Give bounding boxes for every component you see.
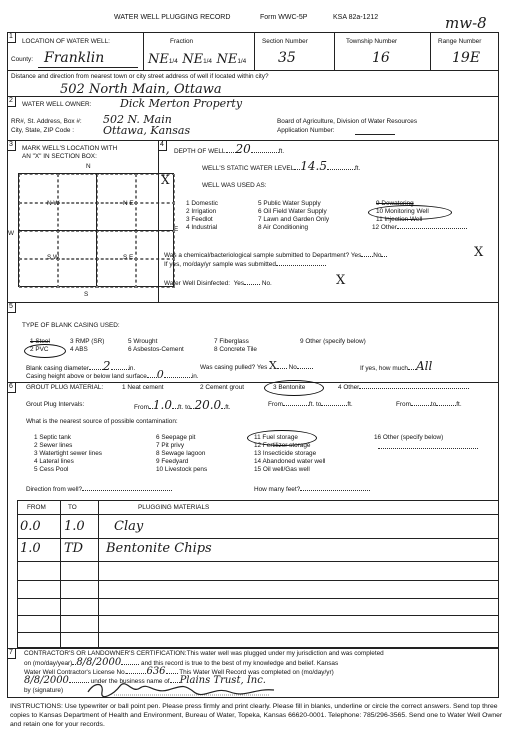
city-label: City, State, ZIP Code : <box>11 127 74 134</box>
source-15[interactable]: 15 Oil well/Gas well <box>254 466 310 473</box>
section-5-number: 5 <box>7 302 16 313</box>
grout-4-text: 4 Other <box>338 384 360 391</box>
casing-1[interactable]: 1 Steel <box>30 338 50 345</box>
source-4[interactable]: 4 Lateral lines <box>34 458 74 465</box>
grout-label: GROUT PLUG MATERIAL: <box>26 384 104 391</box>
source-8[interactable]: 8 Sewage lagoon <box>156 450 206 457</box>
fraction-label: Fraction <box>170 38 194 45</box>
disinfect-yes[interactable]: Yes <box>233 280 245 287</box>
interval-2-from-label: From <box>268 401 283 408</box>
interval-1-from-label: From <box>134 404 149 411</box>
range-label: Range Number <box>438 38 482 45</box>
direction-label[interactable] <box>26 486 172 494</box>
distance-value[interactable]: 502 North Main, Ottawa <box>60 82 222 97</box>
chem-label-text: Was a chemical/bacteriological sample submitted to Department? Yes <box>164 252 362 259</box>
mark-location-label-1: MARK WELL'S LOCATION WITH <box>22 145 118 152</box>
use-12[interactable] <box>372 224 467 232</box>
use-1[interactable]: 1 Domestic <box>186 200 218 207</box>
interval-1-to-label: to <box>185 404 191 411</box>
chem-no[interactable]: No <box>373 252 382 259</box>
table-header-from: FROM <box>27 504 46 511</box>
grout-4[interactable] <box>338 384 469 392</box>
signature-label: by (signature) <box>24 687 64 694</box>
interval-1-ft-2: ft. <box>225 404 231 411</box>
diameter-label-text: Blank casing diameter <box>26 365 89 372</box>
city-value[interactable]: Ottawa, Kansas <box>103 124 191 137</box>
contamination-label: What is the nearest source of possible contamination: <box>26 418 178 425</box>
row-2-to[interactable]: TD <box>64 541 84 556</box>
address-value[interactable]: 502 N. Main <box>103 113 172 126</box>
source-14[interactable]: 14 Abandoned water well <box>254 458 326 465</box>
interval-1 <box>134 398 231 412</box>
casing-7[interactable]: 7 Fiberglass <box>214 338 249 345</box>
interval-1-from[interactable]: 1.0 <box>152 398 173 412</box>
section-2-number: 2 <box>7 96 16 107</box>
instructions: INSTRUCTIONS: Use typewriter or ball point pen. Please press firmly and print clearly. Please fill in blanks, underline or circle the correct answers. Send top three copies to Kansas Department of Health and Environment, Bureau of Water, Topeka, Kansas 66620-0001. Telephone: 785/296-3565. Send one to Water Well Owner and retain one for your records. <box>10 703 503 728</box>
compass-w: W <box>8 230 15 237</box>
interval-2-ft-1: ft. <box>308 401 315 408</box>
static-unit: ft. <box>354 165 361 172</box>
grout-3-circle <box>264 380 324 396</box>
true-record-text: and this record is true to the best of my knowledge and belief. Kansas <box>141 660 339 667</box>
interval-2-ft-2: ft. <box>347 401 353 408</box>
howmany-label-text: How many feet? <box>254 486 301 493</box>
table-header-to: TO <box>68 504 77 511</box>
depth-unit: ft. <box>278 148 285 155</box>
county-label: County: <box>11 56 34 63</box>
fraction-q2: NE <box>182 52 204 67</box>
casing-type-label: TYPE OF BLANK CASING USED: <box>22 322 120 329</box>
use-10[interactable]: 10 Monitoring Well <box>376 208 429 215</box>
depth-label <box>174 142 285 156</box>
mark-location-label-2: AN "X" IN SECTION BOX: <box>22 153 97 160</box>
quadrant-nw: N W <box>47 200 60 207</box>
casing-5[interactable]: 5 Wrought <box>128 338 158 345</box>
static-level-value[interactable]: 14.5 <box>300 159 327 173</box>
use-12-text: 12 Other <box>372 224 397 231</box>
location-mark: X <box>161 173 170 187</box>
section-number-value[interactable]: 35 <box>278 50 296 66</box>
chem-sample-label <box>164 252 387 260</box>
application-label: Application Number: <box>277 127 335 134</box>
county-value[interactable]: Franklin <box>44 50 105 66</box>
interval-2-to-label: to <box>316 401 322 408</box>
casing-8[interactable]: 8 Concrete Tile <box>214 346 257 353</box>
row-1-from[interactable]: 0.0 <box>20 519 41 534</box>
table-header-materials: PLUGGING MATERIALS <box>138 504 210 511</box>
how-much-label <box>360 359 433 373</box>
section-4-number: 4 <box>158 140 167 151</box>
diameter-value[interactable]: 2 <box>102 359 111 373</box>
interval-2[interactable] <box>268 401 353 409</box>
grout-3[interactable]: 3 Bentonite <box>273 384 306 391</box>
form-title: WATER WELL PLUGGING RECORD <box>114 14 231 21</box>
source-13[interactable]: 13 Insecticide storage <box>254 450 317 457</box>
interval-3-to-label: to <box>430 401 437 408</box>
casing-2[interactable]: 2 PVC <box>30 346 49 353</box>
section-1-number: 1 <box>7 32 16 43</box>
board-label: Board of Agriculture, Division of Water Resources <box>277 118 418 125</box>
source-5[interactable]: 5 Cess Pool <box>34 466 69 473</box>
chem-if-text: If yes, mo/day/yr sample was submitted <box>164 261 276 268</box>
section-box[interactable] <box>18 173 174 287</box>
use-8[interactable]: 8 Air Conditioning <box>258 224 309 231</box>
source-12[interactable]: 12 Fertilizer storage <box>254 442 311 449</box>
license-value[interactable]: 636 <box>146 666 166 677</box>
distance-label: Distance and direction from nearest town or city street address of well if located within city? <box>11 73 269 80</box>
pulled-no[interactable]: No <box>288 364 297 371</box>
compass-s: S <box>84 291 89 298</box>
license-label: Water Well Contractor's License No. <box>24 669 127 676</box>
source-16[interactable]: 16 Other (specify below) <box>374 434 444 441</box>
diameter-unit: in. <box>128 365 136 372</box>
fraction-q1-unit: 1/4 <box>168 58 178 65</box>
interval-3-ft: ft. <box>456 401 462 408</box>
grout-intervals-label: Grout Plug Intervals: <box>26 401 85 408</box>
row-1-material[interactable]: Clay <box>114 519 144 534</box>
chem-no-mark: X <box>474 245 484 260</box>
use-6[interactable]: 6 Oil Field Water Supply <box>258 208 327 215</box>
grout-1[interactable]: 1 Neat cement <box>122 384 164 391</box>
use-11[interactable]: 11 Injection Well <box>376 216 423 223</box>
source-7[interactable]: 7 Pit privy <box>156 442 185 449</box>
casing-height-value[interactable]: 0 <box>156 368 164 381</box>
plugging-table <box>17 500 499 648</box>
source-11[interactable]: 11 Fuel storage <box>254 434 298 441</box>
source-2[interactable]: 2 Sewer lines <box>34 442 73 449</box>
completed-on-value[interactable]: 8/8/2000 <box>76 657 122 668</box>
form-number: Form WWC-5P <box>260 14 308 21</box>
use-2[interactable]: 2 Irrigation <box>186 208 217 215</box>
howmuch-label-text: If yes, how much <box>360 365 408 372</box>
casing-3[interactable]: 3 RMP (SR) <box>70 338 105 345</box>
static-label-text: WELL'S STATIC WATER LEVEL <box>202 165 295 172</box>
source-9[interactable]: 9 Feedyard <box>156 458 189 465</box>
owner-value[interactable]: Dick Merton Property <box>120 97 243 110</box>
row-2-material[interactable]: Bentonite Chips <box>106 541 212 556</box>
chem-date-label <box>164 261 326 269</box>
use-3[interactable]: 3 Feedlot <box>186 216 213 223</box>
casing-9[interactable]: 9 Other (specify below) <box>300 338 366 345</box>
interval-1-to[interactable]: 20.0 <box>194 398 222 412</box>
how-many-feet-label[interactable] <box>254 486 370 494</box>
depth-value[interactable]: 20 <box>235 142 251 156</box>
casing-pulled-label <box>200 359 313 372</box>
source-10[interactable]: 10 Livestock pens <box>156 466 208 473</box>
interval-1-ft-1: ft. <box>178 404 184 411</box>
source-3[interactable]: 3 Watertight sewer lines <box>34 450 102 457</box>
handwritten-id: mw-8 <box>445 14 487 32</box>
pulled-yes-mark[interactable]: X <box>269 359 277 372</box>
used-as-label: WELL WAS USED AS: <box>202 182 267 189</box>
quadrant-sw: S W <box>47 254 60 261</box>
depth-label-text: DEPTH OF WELL <box>174 148 226 155</box>
static-level-label <box>202 159 361 173</box>
section-6-number: 6 <box>7 382 16 393</box>
source-6[interactable]: 6 Seepage pit <box>156 434 196 441</box>
record-completed-value[interactable]: 8/8/2000 <box>24 675 69 686</box>
fraction-field[interactable] <box>148 50 246 68</box>
location-label: LOCATION OF WATER WELL: <box>22 38 110 45</box>
casing-6[interactable]: 6 Asbestos-Cement <box>128 346 184 353</box>
completed-on-label: on (mo/day/year) <box>24 660 73 667</box>
row-1-to[interactable]: 1.0 <box>64 519 85 534</box>
grout-2[interactable]: 2 Cement grout <box>200 384 245 391</box>
fraction-q3: NE <box>216 52 238 67</box>
section-number-label: Section Number <box>262 38 308 45</box>
disinfect-no[interactable]: No. <box>261 280 272 287</box>
use-5[interactable]: 5 Public Water Supply <box>258 200 321 207</box>
township-label: Township Number <box>346 38 398 45</box>
record-completed-label: This Water Well Record was completed on (mo/day/yr) <box>179 669 334 676</box>
compass-e: E <box>174 226 179 233</box>
use-9[interactable]: 9 Dewatering <box>376 200 414 207</box>
ksa-number: KSA 82a-1212 <box>333 14 379 21</box>
how-much-value[interactable]: All <box>415 359 433 373</box>
interval-3[interactable] <box>396 401 462 409</box>
direction-label-text: Direction from well? <box>26 486 83 493</box>
disinfected-label <box>164 280 272 288</box>
fraction-q2-unit: 1/4 <box>203 58 212 65</box>
business-label: under the business name of <box>90 678 170 685</box>
fraction-q3-unit: 1/4 <box>237 58 247 65</box>
use-4[interactable]: 4 Industrial <box>186 224 218 231</box>
disinfect-label-text: Water Well Disinfected: <box>164 280 231 287</box>
quadrant-se: S E <box>123 254 134 261</box>
height-label-text: Casing height above or below land surface <box>26 373 147 380</box>
section-7-number: 7 <box>7 648 16 659</box>
interval-3-from-label: From <box>396 401 411 408</box>
compass-n: N <box>86 163 91 170</box>
range-value[interactable]: 19E <box>452 50 481 66</box>
pulled-label-text: Was casing pulled? Yes <box>200 364 268 371</box>
address-label: RR#, St. Address, Box #: <box>11 118 82 125</box>
owner-label: WATER WELL OWNER: <box>22 101 92 108</box>
signature[interactable] <box>84 680 284 698</box>
completed-on <box>24 659 338 668</box>
section-3-number: 3 <box>7 140 16 151</box>
height-unit: in. <box>191 373 199 380</box>
casing-2-circle <box>24 344 66 358</box>
business-value[interactable]: Plains Trust, Inc. <box>179 675 266 686</box>
quadrant-ne: N E <box>123 200 134 207</box>
fraction-q1: NE <box>148 52 169 67</box>
use-7[interactable]: 7 Lawn and Garden Only <box>258 216 330 223</box>
casing-4[interactable]: 4 ABS <box>70 346 88 353</box>
source-1[interactable]: 1 Septic tank <box>34 434 71 441</box>
township-value[interactable]: 16 <box>372 50 390 66</box>
row-2-from[interactable]: 1.0 <box>20 541 41 556</box>
certification-text: CONTRACTOR'S OR LANDOWNER'S CERTIFICATION:This water well was plugged under my jurisdiction and was completed <box>24 650 384 657</box>
disinfect-no-mark: X <box>336 273 346 288</box>
